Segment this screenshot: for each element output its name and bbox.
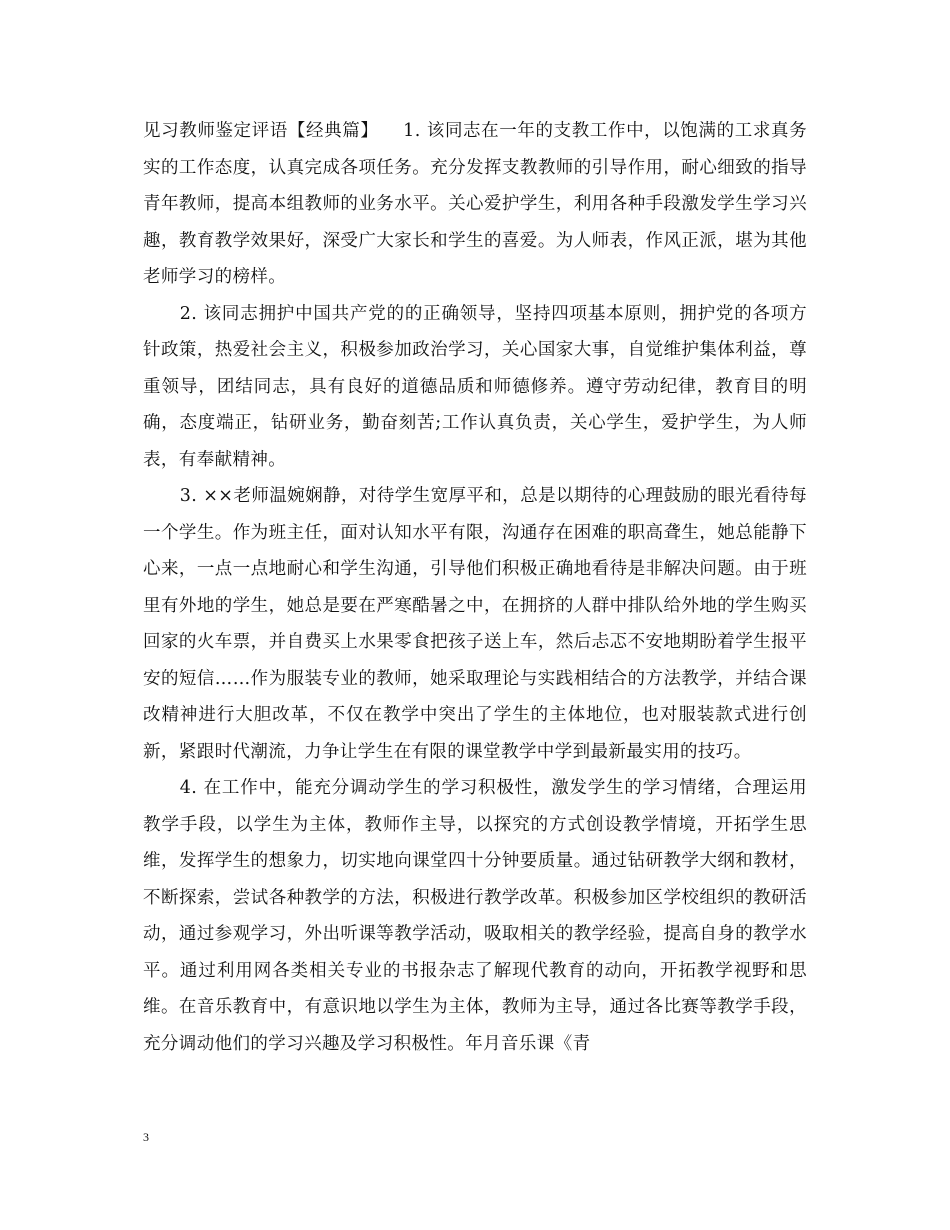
paragraph-3: 3. ××老师温婉娴静，对待学生宽厚平和，总是以期待的心理鼓励的眼光看待每一个学生。作为班主任，面对认知水平有限，沟通存在困难的职高聋生，她总能静下心来，一点一点地耐心和学生沟通，引导他们积极正确地看待是非解决问题。由于班里有外地的学生，她总是要在严寒酷暑之中，在拥挤的人群中排队给外地的学生购买回家的火车票，并自费买上水果零食把孩子送上车，然后忐忑不安地期盼着学生报平安的短信……作为服装专业的教师，她采取理论与实践相结合的方法教学，并结合课改精神进行大胆改革，不仅在教学中突出了学生的主体地位，也对服装款式进行创新，紧跟时代潮流，力争让学生在有限的课堂教学中学到最新最实用的技巧。 bbox=[143, 486, 807, 762]
paragraph-4: 4. 在工作中，能充分调动学生的学习积极性，激发学生的学习情绪，合理运用教学手段，以学生为主体，教师作主导，以探究的方式创设教学情境，开拓学生思维，发挥学生的想象力，切实地向课堂四十分钟要质量。通过钻研教学大纲和教材，不断探索，尝试各种教学的方法，积极进行教学改革。积极参加区学校组织的教研活动，通过参观学习，外出听课等教学活动，吸取相关的教学经验，提高自身的教学水平。通过利用网各类相关专业的书报杂志了解现代教育的动向，开拓教学视野和思维。在音乐教育中，有意识地以学生为主体，教师为主导，通过各比赛等教学手段，充分调动他们的学习兴趣及学习积极性。年月音乐课《青 bbox=[143, 778, 807, 1054]
paragraph-1: 见习教师鉴定评语【经典篇】 1. 该同志在一年的支教工作中，以饱满的工求真务实的工作态度，认真完成各项任务。充分发挥支教教师的引导作用，耐心细致的指导青年教师，提高本组教师的业务水平。关心爱护学生，利用各种手段激发学生学习兴趣，教育教学效果好，深受广大家长和学生的喜爱。为人师表，作风正派，堪为其他老师学习的榜样。 bbox=[143, 121, 807, 287]
paragraph-2: 2. 该同志拥护中国共产党的的正确领导，坚持四项基本原则，拥护党的各项方针政策，热爱社会主义，积极参加政治学习，关心国家大事，自觉维护集体利益，尊重领导，团结同志，具有良好的道德品质和师德修养。遵守劳动纪律，教育目的明确，态度端正，钻研业务，勤奋刻苦;工作认真负责，关心学生，爱护学生，为人师表，有奉献精神。 bbox=[143, 303, 807, 470]
document-body bbox=[143, 113, 807, 1062]
page-number: 3 bbox=[143, 1130, 149, 1144]
